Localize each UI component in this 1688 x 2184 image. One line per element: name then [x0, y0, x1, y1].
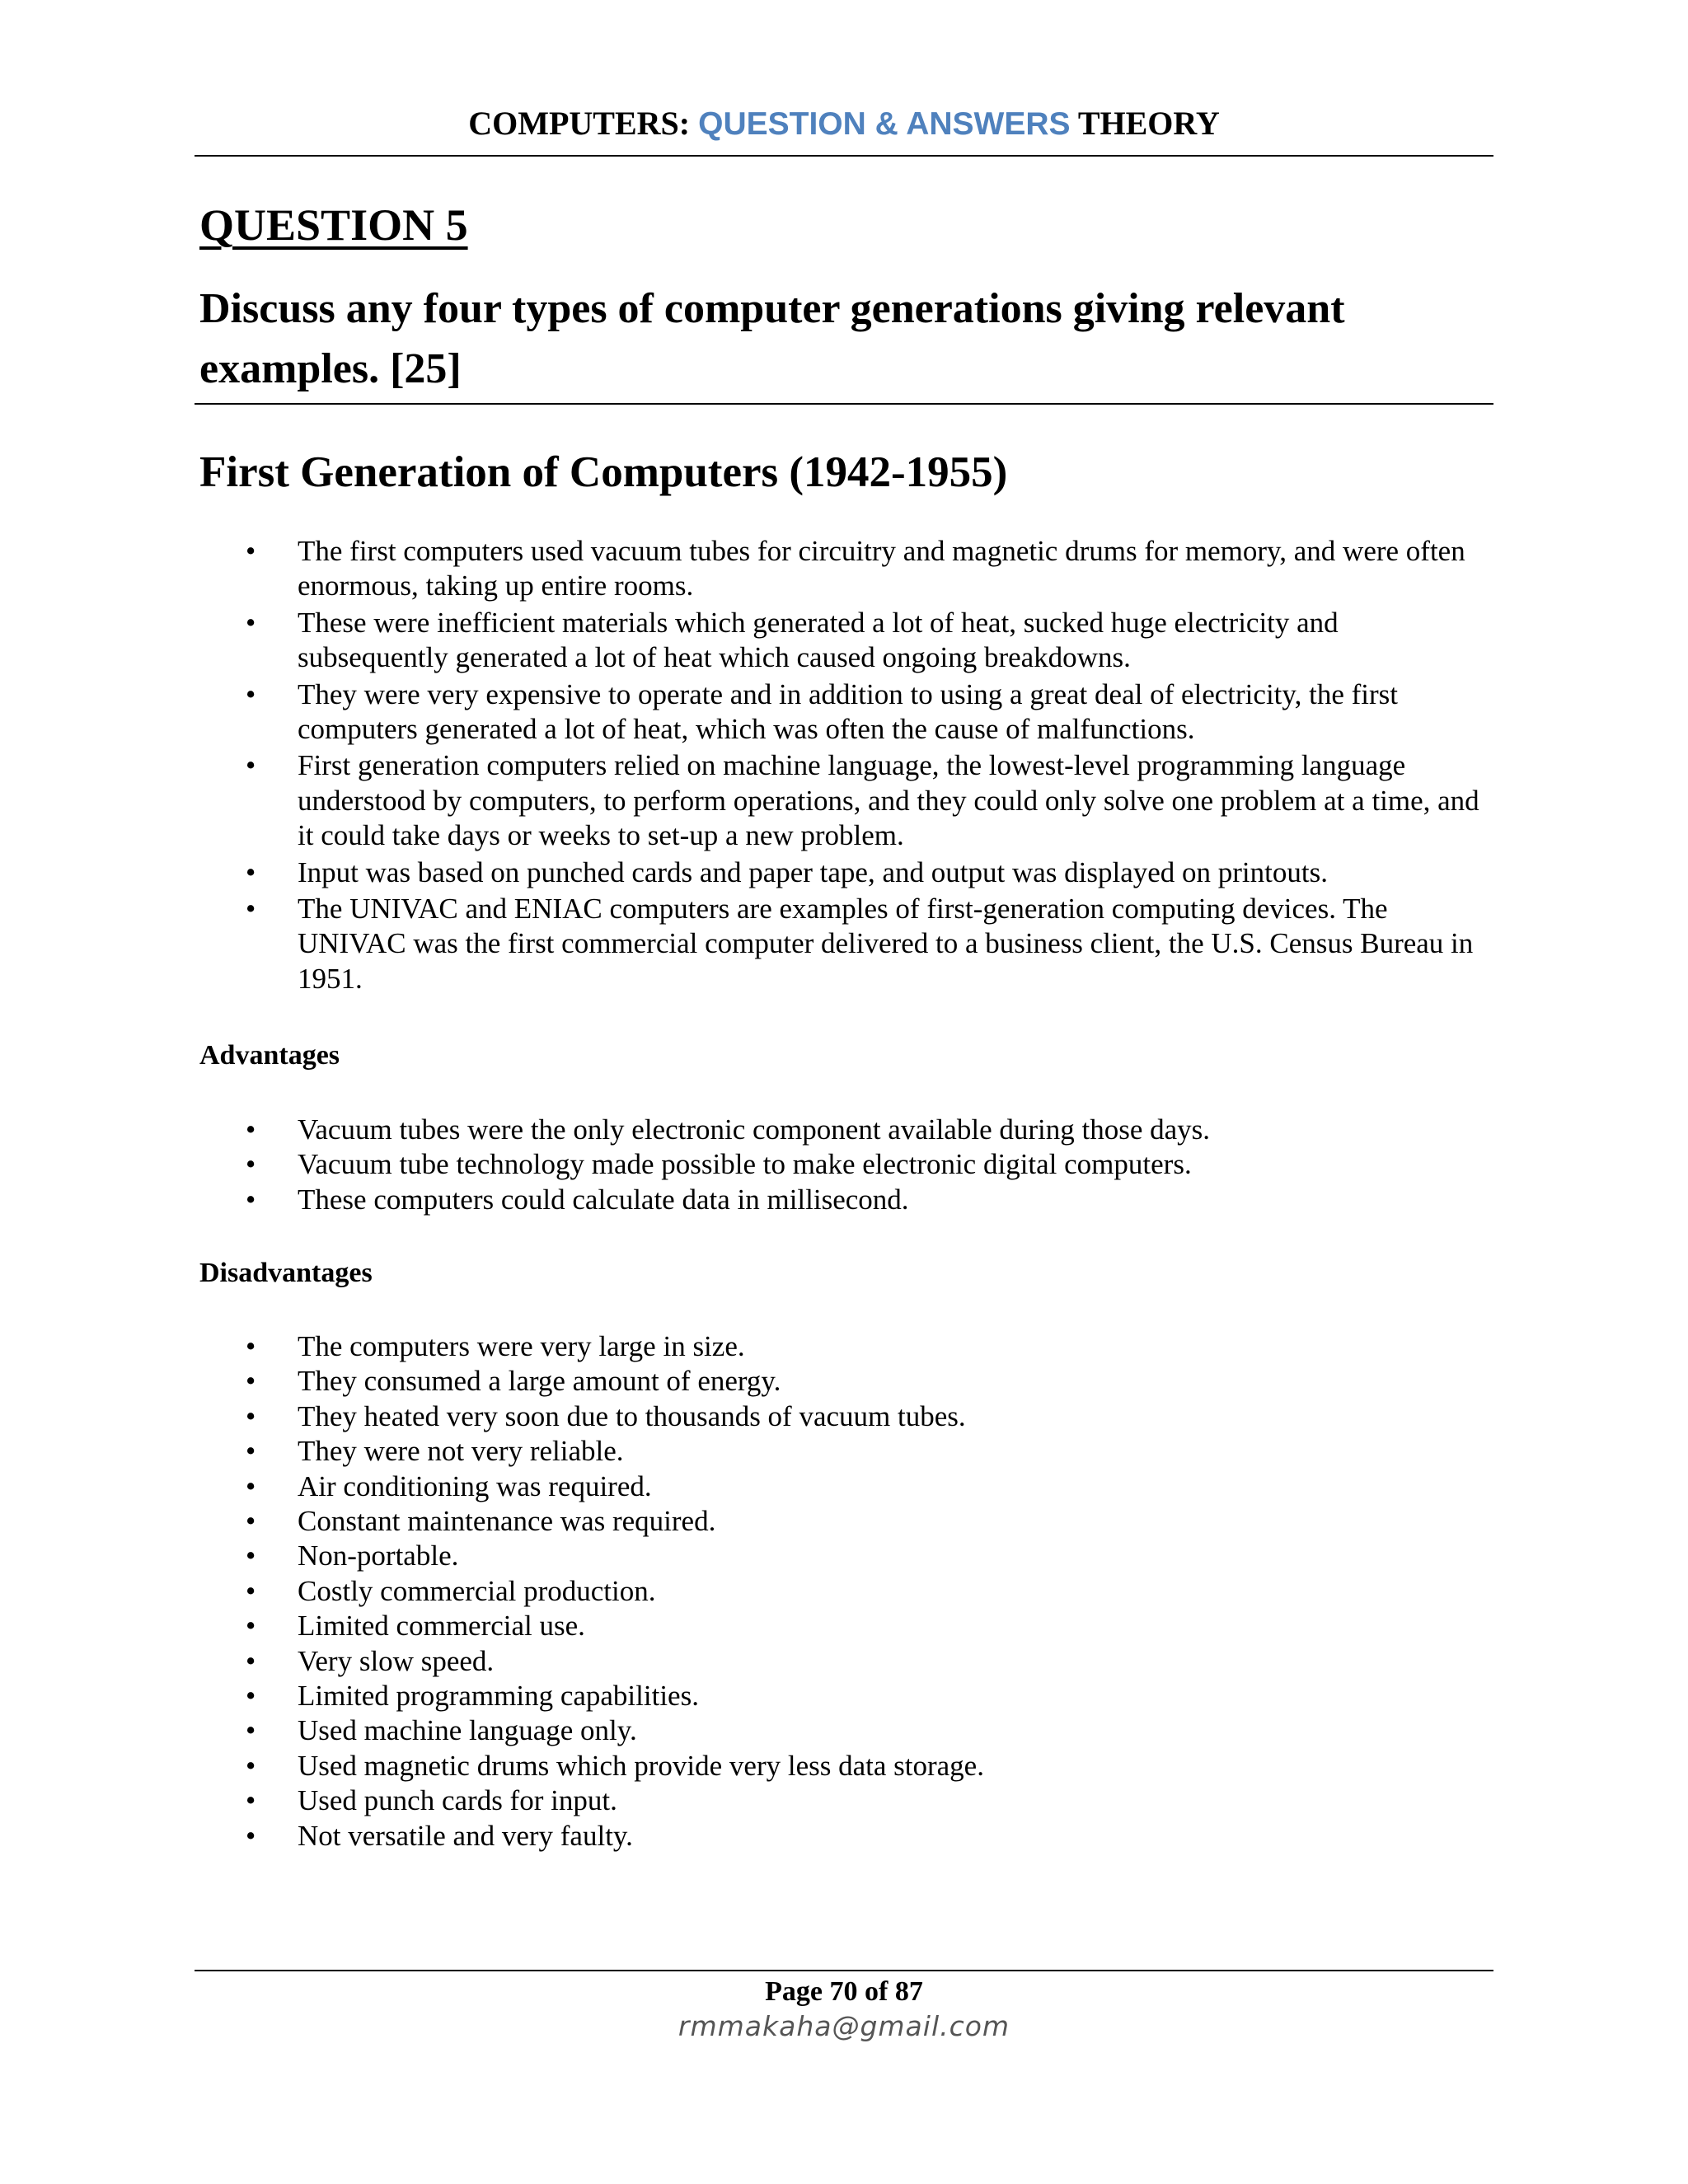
list-item-text: Not versatile and very faulty.: [298, 1819, 633, 1852]
list-item-text: Very slow speed.: [298, 1644, 495, 1677]
bullet-icon: •: [246, 1183, 256, 1216]
header-separator: :: [678, 105, 699, 142]
list-item-text: The first computers used vacuum tubes for circuitry and magnetic drums for memory, and were often enormous, taking up entire rooms.: [298, 535, 1465, 602]
list-item: [0, 1113, 1493, 1147]
header-accent: QUESTION & ANSWERS: [698, 106, 1071, 142]
bullet-icon: •: [246, 1540, 256, 1572]
question-rule: [195, 403, 1493, 405]
generation-points-list: [0, 534, 1493, 996]
list-item: [0, 1147, 1493, 1182]
list-item-text: Vacuum tubes were the only electronic component available during those days.: [298, 1113, 1211, 1146]
list-item: [0, 892, 1493, 996]
list-item-text: They were very expensive to operate and in addition to using a great deal of electricity, the first computers generated a lot of heat, which was often the cause of malfunctions.: [298, 677, 1399, 746]
list-item: [0, 1329, 1493, 1364]
bullet-icon: •: [246, 1330, 256, 1362]
bullet-icon: •: [246, 893, 256, 926]
section-heading: First Generation of Computers (1942-1955): [199, 448, 1008, 496]
page-number: Page 70 of 87: [765, 1976, 923, 2007]
bullet-icon: •: [246, 1714, 256, 1747]
list-item-text: Vacuum tube technology made possible to make electronic digital computers.: [298, 1148, 1192, 1181]
list-item-text: They were not very reliable.: [298, 1435, 624, 1468]
advantages-heading: Advantages: [199, 1040, 340, 1071]
bullet-icon: •: [246, 1749, 256, 1782]
bullet-icon: •: [246, 1610, 256, 1643]
bullet-icon: •: [246, 855, 256, 888]
list-item-text: Used machine language only.: [298, 1714, 637, 1747]
list-item-text: Non-portable.: [298, 1540, 459, 1572]
bullet-icon: •: [246, 606, 256, 639]
question-text: Discuss any four types of computer generations giving relevant examples. [25]: [199, 285, 1345, 392]
bullet-icon: •: [246, 749, 256, 782]
list-item: [0, 1574, 1493, 1609]
footer-email: rmmakaha@gmail.com: [678, 2010, 1010, 2042]
list-item-text: The UNIVAC and ENIAC computers are examples of first-generation computing devices. The UNIVAC was the first commercial computer delivered to a business client, the U.S. Census Bureau in 1951.: [298, 893, 1474, 995]
list-item: [0, 855, 1493, 890]
list-item: [0, 1713, 1493, 1748]
list-item-text: These computers could calculate data in millisecond.: [298, 1183, 909, 1216]
list-item-text: Costly commercial production.: [298, 1574, 656, 1607]
header-prefix: COMPUTERS: [468, 105, 679, 142]
list-item-text: Constant maintenance was required.: [298, 1505, 716, 1538]
list-item-text: These were inefficient materials which generated a lot of heat, sucked huge electricity and subsequently generated a lot of heat which caused ongoing breakdowns.: [298, 606, 1339, 674]
bullet-icon: •: [246, 535, 256, 567]
list-item: [0, 1364, 1493, 1399]
header-rule: [195, 155, 1493, 157]
list-item: [0, 606, 1493, 676]
bullet-icon: •: [246, 1819, 256, 1852]
disadvantages-heading: Disadvantages: [199, 1258, 373, 1288]
bullet-icon: •: [246, 1680, 256, 1713]
list-item: [0, 1783, 1493, 1818]
footer-rule: [195, 1970, 1493, 1971]
list-item: [0, 1644, 1493, 1679]
list-item: [0, 1434, 1493, 1469]
bullet-icon: •: [246, 1784, 256, 1817]
disadvantages-list: [0, 1329, 1493, 1854]
list-item: [0, 1399, 1493, 1434]
header-suffix: THEORY: [1070, 105, 1220, 142]
list-item: [0, 1609, 1493, 1643]
list-item: [0, 1504, 1493, 1539]
page-header: [195, 104, 1493, 144]
list-item: [0, 1749, 1493, 1783]
list-item: [0, 1679, 1493, 1713]
list-item: [0, 1819, 1493, 1854]
list-item: [0, 1183, 1493, 1217]
question-title: QUESTION 5: [199, 200, 468, 250]
bullet-icon: •: [246, 677, 256, 710]
bullet-icon: •: [246, 1148, 256, 1181]
list-item: [0, 1469, 1493, 1504]
bullet-icon: •: [246, 1435, 256, 1468]
list-item-text: The computers were very large in size.: [298, 1330, 745, 1362]
list-item-text: They consumed a large amount of energy.: [298, 1365, 781, 1398]
list-item-text: Used punch cards for input.: [298, 1784, 617, 1817]
list-item-text: Air conditioning was required.: [298, 1469, 652, 1502]
list-item-text: Input was based on punched cards and paper tape, and output was displayed on printouts.: [298, 855, 1328, 888]
bullet-icon: •: [246, 1574, 256, 1607]
bullet-icon: •: [246, 1365, 256, 1398]
bullet-icon: •: [246, 1399, 256, 1432]
list-item: [0, 1539, 1493, 1573]
list-item-text: Limited commercial use.: [298, 1610, 585, 1643]
list-item-text: Limited programming capabilities.: [298, 1680, 699, 1713]
bullet-icon: •: [246, 1113, 256, 1146]
list-item-text: First generation computers relied on machine language, the lowest-level programming language understood by computers, to perform operations, and they could only solve one problem at a time, and it could take days or weeks to set-up a new problem.: [298, 749, 1479, 852]
list-item-text: Used magnetic drums which provide very less data storage.: [298, 1749, 984, 1782]
list-item: [0, 748, 1493, 853]
list-item-text: They heated very soon due to thousands of vacuum tubes.: [298, 1399, 966, 1432]
list-item: [0, 677, 1493, 748]
bullet-icon: •: [246, 1644, 256, 1677]
bullet-icon: •: [246, 1505, 256, 1538]
list-item: [0, 534, 1493, 604]
bullet-icon: •: [246, 1469, 256, 1502]
advantages-list: [0, 1113, 1493, 1217]
